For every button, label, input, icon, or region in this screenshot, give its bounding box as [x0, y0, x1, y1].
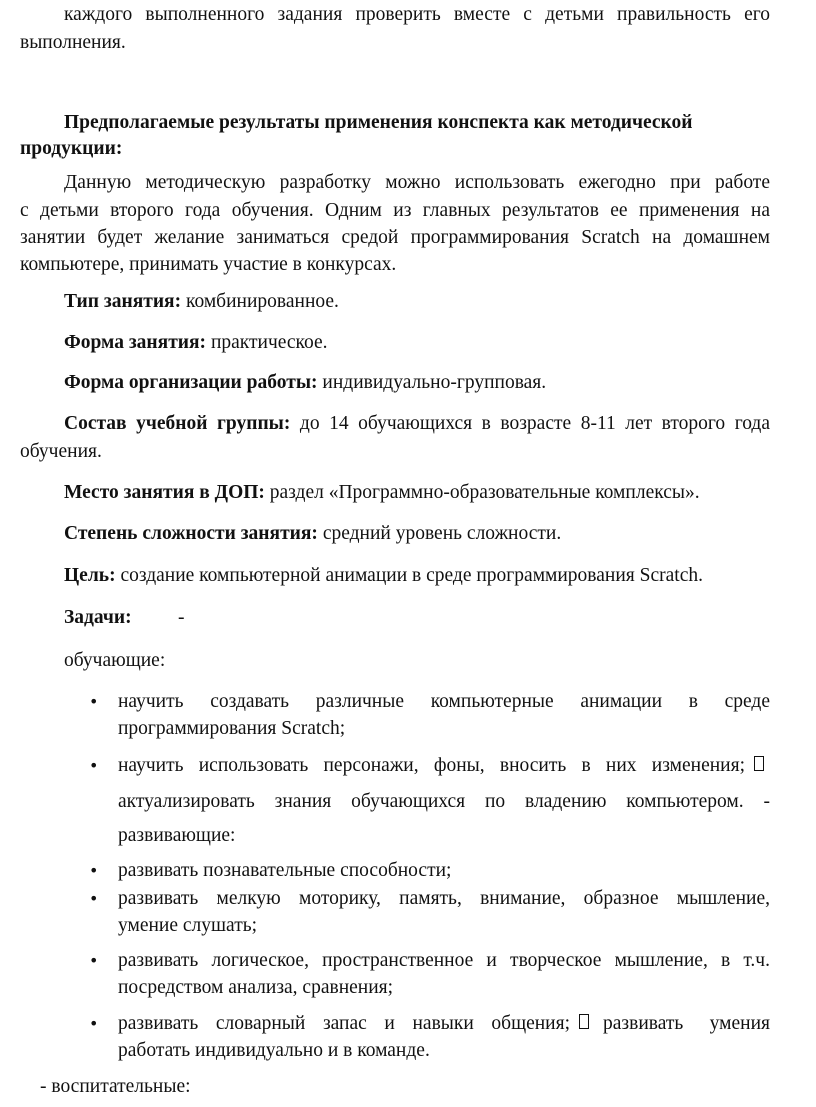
- missing-glyph-box-icon: [754, 755, 764, 775]
- teaching-item-1-line-2: программирования Scratch;: [118, 718, 346, 739]
- results-para-line-1: Данную методическую разработку можно использовать ежегодно при работе: [64, 172, 770, 193]
- type-value: комбинированное.: [181, 291, 339, 312]
- developing-item-4-line-1b: развивать умения: [603, 1013, 770, 1034]
- bullet-icon: •: [89, 889, 99, 908]
- teaching-label: обучающие:: [64, 650, 166, 671]
- results-heading-line-2: продукции:: [20, 138, 123, 159]
- org-value: индивидуально-групповая.: [317, 372, 547, 393]
- tasks-dash: -: [178, 607, 185, 628]
- bullet-icon: •: [89, 951, 99, 970]
- intro-line-2: выполнения.: [20, 32, 126, 53]
- bullet-icon: •: [89, 1014, 99, 1033]
- results-para-line-4: компьютере, принимать участие в конкурсах.: [20, 254, 397, 275]
- place-value: раздел «Программно-образовательные комплексы».: [264, 482, 700, 503]
- form-field: [64, 333, 328, 353]
- results-para-line-2: с детьми второго года обучения. Одним из главных результатов ее применения на: [20, 200, 770, 221]
- tasks-label: Задачи:: [64, 607, 132, 628]
- developing-item-3-line-2: посредством анализа, сравнения;: [118, 977, 394, 998]
- developing-item-3-line-1: развивать логическое, пространственное и творческое мышление, в т.ч.: [118, 950, 770, 971]
- group-label: Состав учебной группы:: [64, 413, 291, 434]
- developing-item-4-line-1a: развивать словарный запас и навыки общения;: [118, 1013, 570, 1034]
- developing-item-2-line-1: развивать мелкую моторику, память, внимание, образное мышление,: [118, 888, 770, 909]
- teaching-item-2-line-2: актуализировать знания обучающихся по владению компьютером. -: [118, 791, 770, 812]
- group-value-line-1: до 14 обучающихся в возрасте 8-11 лет второго года: [290, 413, 770, 434]
- results-heading-line-1: Предполагаемые результаты применения конспекта как методической: [64, 112, 693, 133]
- level-label: Степень сложности занятия:: [64, 523, 318, 544]
- group-field: [64, 414, 770, 434]
- developing-item-1: развивать познавательные способности;: [118, 860, 452, 881]
- teaching-item-2-line-1: научить использовать персонажи, фоны, вносить в них изменения;: [118, 755, 745, 776]
- bullet-icon: •: [89, 692, 99, 711]
- missing-glyph-box-icon: [579, 1013, 589, 1033]
- developing-item-2-line-2: умение слушать;: [118, 915, 258, 936]
- place-label: Место занятия в ДОП:: [64, 482, 265, 503]
- form-label: Форма занятия:: [64, 332, 207, 353]
- group-value-line-2: обучения.: [20, 441, 102, 462]
- type-field: [64, 292, 339, 312]
- goal-value: создание компьютерной анимации в среде программирования Scratch.: [115, 565, 703, 586]
- level-value: средний уровень сложности.: [317, 523, 562, 544]
- teaching-item-2-line-3: развивающие:: [118, 825, 236, 846]
- goal-label: Цель:: [64, 565, 116, 586]
- goal-field: [64, 566, 703, 586]
- upbringing-label: - воспитательные:: [40, 1076, 191, 1097]
- org-field: [64, 373, 546, 393]
- bullet-icon: •: [89, 861, 99, 880]
- level-field: [64, 524, 561, 544]
- intro-line-1: каждого выполненного задания проверить вместе с детьми правильность его: [64, 4, 770, 25]
- bullet-icon: •: [89, 756, 99, 775]
- type-label: Тип занятия:: [64, 291, 182, 312]
- teaching-item-1-line-1: научить создавать различные компьютерные анимации в среде: [118, 691, 770, 712]
- form-value: практическое.: [206, 332, 328, 353]
- org-label: Форма организации работы:: [64, 372, 318, 393]
- place-field: [64, 483, 700, 503]
- developing-item-4-line-2: работать индивидуально и в команде.: [118, 1040, 430, 1061]
- results-para-line-3: занятии будет желание заниматься средой программирования Scratch на домашнем: [20, 227, 770, 248]
